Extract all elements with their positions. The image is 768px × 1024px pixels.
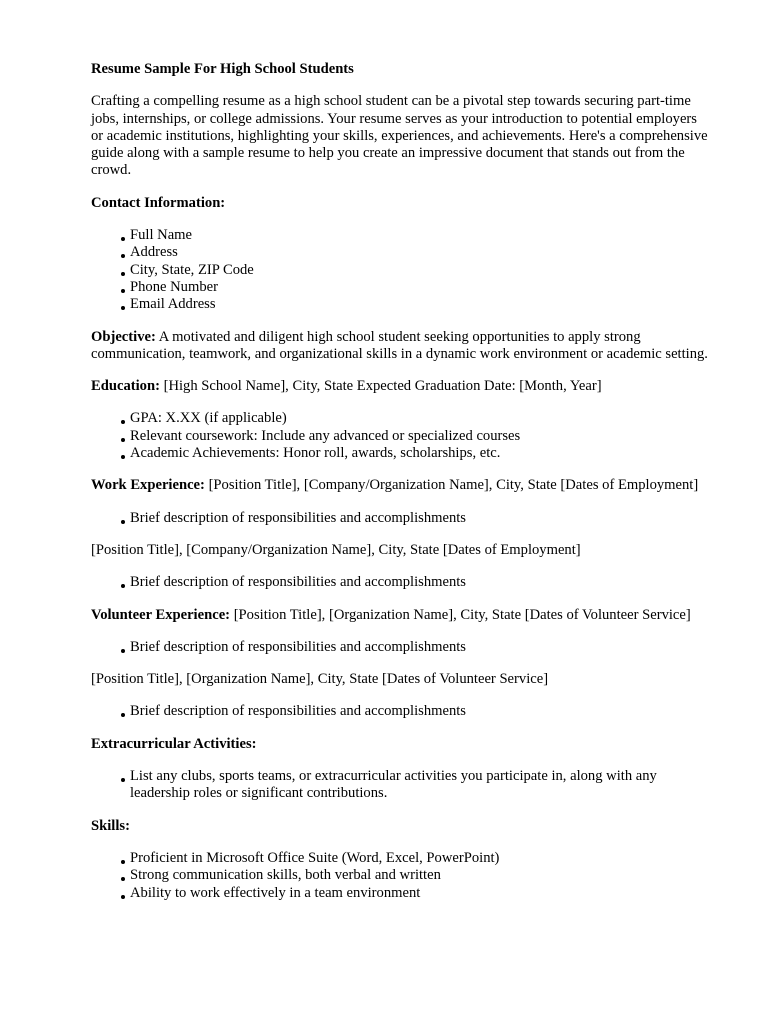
list-item: Brief description of responsibilities and accomplishments <box>130 639 712 656</box>
education-list <box>91 410 712 462</box>
list-item: Full Name <box>130 227 712 244</box>
list-item: Ability to work effectively in a team environment <box>130 885 712 902</box>
skills-list <box>91 850 712 902</box>
education-section <box>91 378 712 395</box>
list-item: Brief description of responsibilities and accomplishments <box>130 510 712 527</box>
objective-section <box>91 329 712 364</box>
volunteer-heading: Volunteer Experience: <box>91 606 231 623</box>
work-heading: Work Experience: <box>91 477 205 494</box>
list-item: Proficient in Microsoft Office Suite (Word, Excel, PowerPoint) <box>130 850 712 867</box>
volunteer-list-1 <box>91 639 712 656</box>
list-item: Phone Number <box>130 279 712 296</box>
list-item: Strong communication skills, both verbal and written <box>130 867 712 884</box>
volunteer-section <box>91 607 712 624</box>
list-item: Address <box>130 244 712 261</box>
skills-heading: Skills: <box>91 817 130 834</box>
list-item: Academic Achievements: Honor roll, awards, scholarships, etc. <box>130 445 712 462</box>
list-item: Brief description of responsibilities and accomplishments <box>130 574 712 591</box>
list-item: Email Address <box>130 296 712 313</box>
volunteer-entry-2: [Position Title], [Organization Name], City, State [Dates of Volunteer Service] <box>91 671 549 688</box>
work-list-2 <box>91 574 712 591</box>
list-item: List any clubs, sports teams, or extracurricular activities you participate in, along with any leadership roles or significant contributions. <box>130 768 712 803</box>
intro-paragraph: Crafting a compelling resume as a high school student can be a pivotal step towards securing part-time jobs, internships, or college admissions. Your resume serves as your introduction to potential employers or academic institutions, highlighting your skills, experiences, and achievements. Here's a comprehensive guide along with a sample resume to help you create an impressive document that stands out from the crowd. <box>91 93 708 179</box>
volunteer-text: [Position Title], [Organization Name], City, State [Dates of Volunteer Service] <box>233 606 691 623</box>
extracurricular-heading: Extracurricular Activities: <box>91 735 257 752</box>
contact-list <box>91 227 712 313</box>
objective-text: A motivated and diligent high school student seeking opportunities to apply strong communication, teamwork, and organizational skills in a dynamic work environment or academic setting. <box>91 328 708 362</box>
list-item: Relevant coursework: Include any advanced or specialized courses <box>130 428 712 445</box>
list-item: Brief description of responsibilities and accomplishments <box>130 703 712 720</box>
work-list-1 <box>91 510 712 527</box>
work-text: [Position Title], [Company/Organization Name], City, State [Dates of Employment] <box>208 477 699 494</box>
contact-heading: Contact Information: <box>91 194 226 211</box>
work-entry-2: [Position Title], [Company/Organization Name], City, State [Dates of Employment] <box>91 541 581 558</box>
objective-heading: Objective: <box>91 328 156 345</box>
extracurricular-list <box>91 768 712 803</box>
list-item: City, State, ZIP Code <box>130 262 712 279</box>
list-item: GPA: X.XX (if applicable) <box>130 410 712 427</box>
volunteer-list-2 <box>91 703 712 720</box>
document-title: Resume Sample For High School Students <box>91 61 354 77</box>
education-heading: Education: <box>91 378 160 395</box>
work-section <box>91 477 712 494</box>
education-text: [High School Name], City, State Expected Graduation Date: [Month, Year] <box>163 378 602 395</box>
